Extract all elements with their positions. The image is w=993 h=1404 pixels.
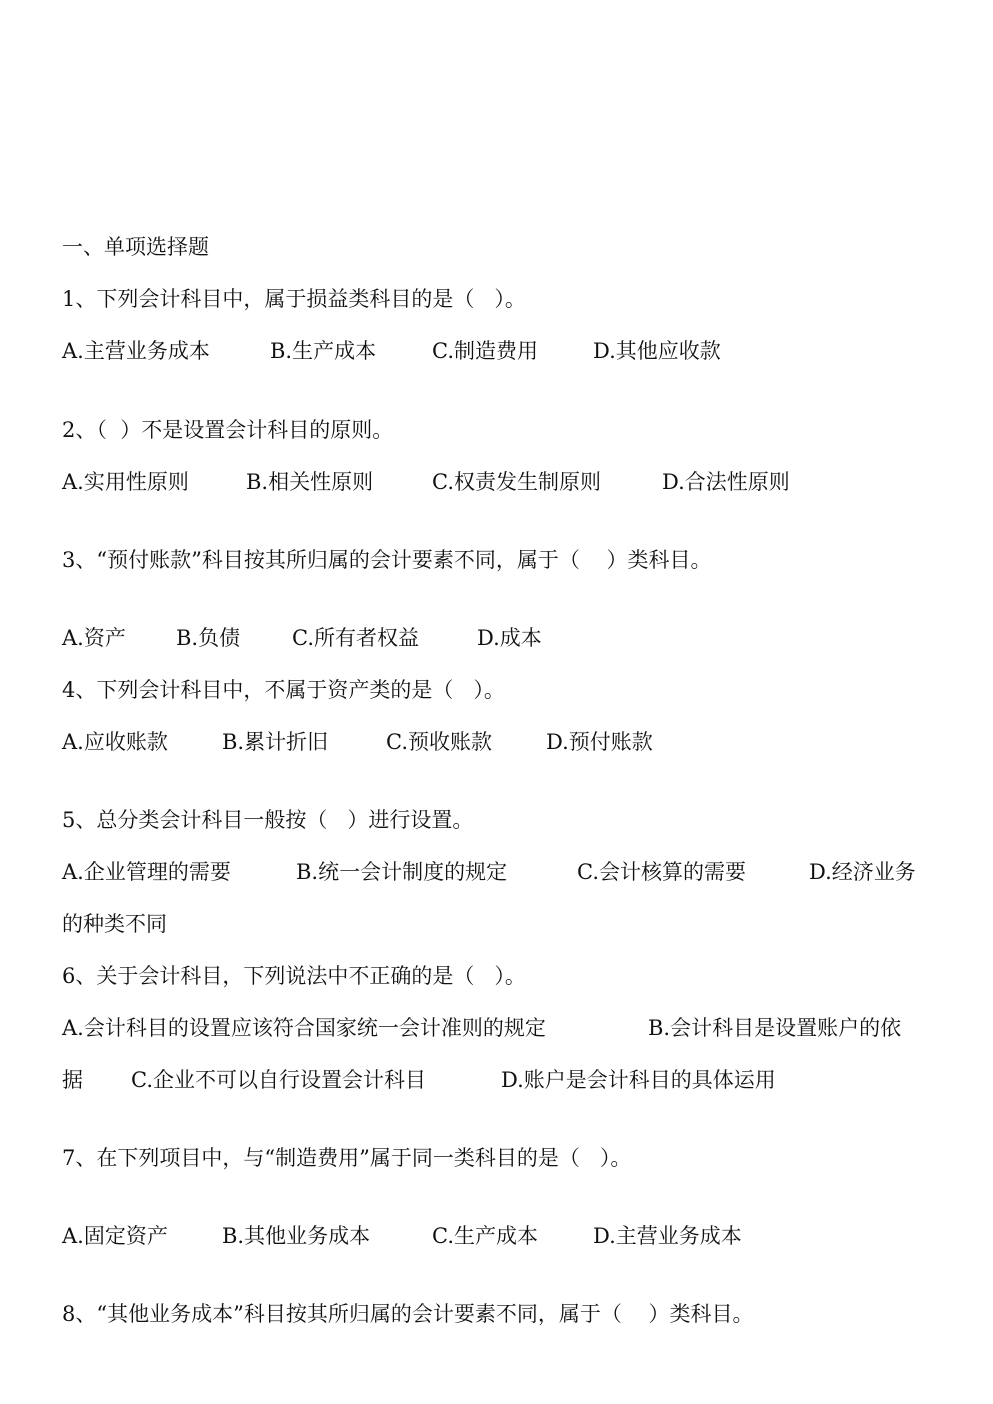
question-6-stem: 6、关于会计科目，下列说法中不正确的是（ ）。 xyxy=(62,964,526,988)
question-4-option-b: B.累计折旧 xyxy=(222,730,329,754)
question-3-option-b: B.负债 xyxy=(176,626,241,650)
question-3-option-c: C.所有者权益 xyxy=(292,626,419,650)
question-7-option-b: B.其他业务成本 xyxy=(222,1224,371,1248)
question-5-option-a: A.企业管理的需要 xyxy=(62,860,231,884)
question-4-option-a: A.应收账款 xyxy=(62,730,168,754)
question-6-option-b: B.会计科目是设置账户的依 xyxy=(648,1016,902,1040)
question-7-option-c: C.生产成本 xyxy=(432,1224,538,1248)
question-1-option-a: A.主营业务成本 xyxy=(62,339,210,363)
question-5-option-d-continuation: 的种类不同 xyxy=(62,912,167,936)
question-5-option-c: C.会计核算的需要 xyxy=(577,860,746,884)
question-3-option-d: D.成本 xyxy=(477,626,542,650)
question-2-option-b: B.相关性原则 xyxy=(246,470,374,494)
question-4-option-c: C.预收账款 xyxy=(386,730,492,754)
question-1-option-c: C.制造费用 xyxy=(432,339,538,363)
question-3-stem: 3、“预付账款”科目按其所归属的会计要素不同，属于（ ）类科目。 xyxy=(62,548,712,572)
question-2-stem: 2、（ ）不是设置会计科目的原则。 xyxy=(62,418,394,442)
question-3-option-a: A.资产 xyxy=(62,626,126,650)
question-5-option-d: D.经济业务 xyxy=(809,860,916,884)
question-6-option-a: A.会计科目的设置应该符合国家统一会计准则的规定 xyxy=(62,1016,546,1040)
question-4-stem: 4、下列会计科目中，不属于资产类的是（ ）。 xyxy=(62,678,505,702)
section-title: 一、单项选择题 xyxy=(62,235,209,259)
question-8-stem: 8、“其他业务成本”科目按其所归属的会计要素不同，属于（ ）类科目。 xyxy=(62,1302,754,1326)
question-2-option-c: C.权责发生制原则 xyxy=(432,470,601,494)
question-5-option-b: B.统一会计制度的规定 xyxy=(296,860,508,884)
question-2-option-a: A.实用性原则 xyxy=(62,470,189,494)
question-6-option-b-continuation: 据 xyxy=(62,1068,83,1092)
question-1-option-d: D.其他应收款 xyxy=(593,339,721,363)
question-5-stem: 5、总分类会计科目一般按（ ）进行设置。 xyxy=(62,808,474,832)
question-7-option-a: A.固定资产 xyxy=(62,1224,168,1248)
question-4-option-d: D.预付账款 xyxy=(546,730,653,754)
question-6-option-d: D.账户是会计科目的具体运用 xyxy=(501,1068,776,1092)
question-1-stem: 1、下列会计科目中，属于损益类科目的是（ ）。 xyxy=(62,287,526,311)
question-7-option-d: D.主营业务成本 xyxy=(593,1224,742,1248)
question-2-option-d: D.合法性原则 xyxy=(662,470,790,494)
question-7-stem: 7、在下列项目中，与“制造费用”属于同一类科目的是（ ）。 xyxy=(62,1146,632,1170)
question-1-option-b: B.生产成本 xyxy=(270,339,377,363)
question-6-option-c: C.企业不可以自行设置会计科目 xyxy=(131,1068,426,1092)
